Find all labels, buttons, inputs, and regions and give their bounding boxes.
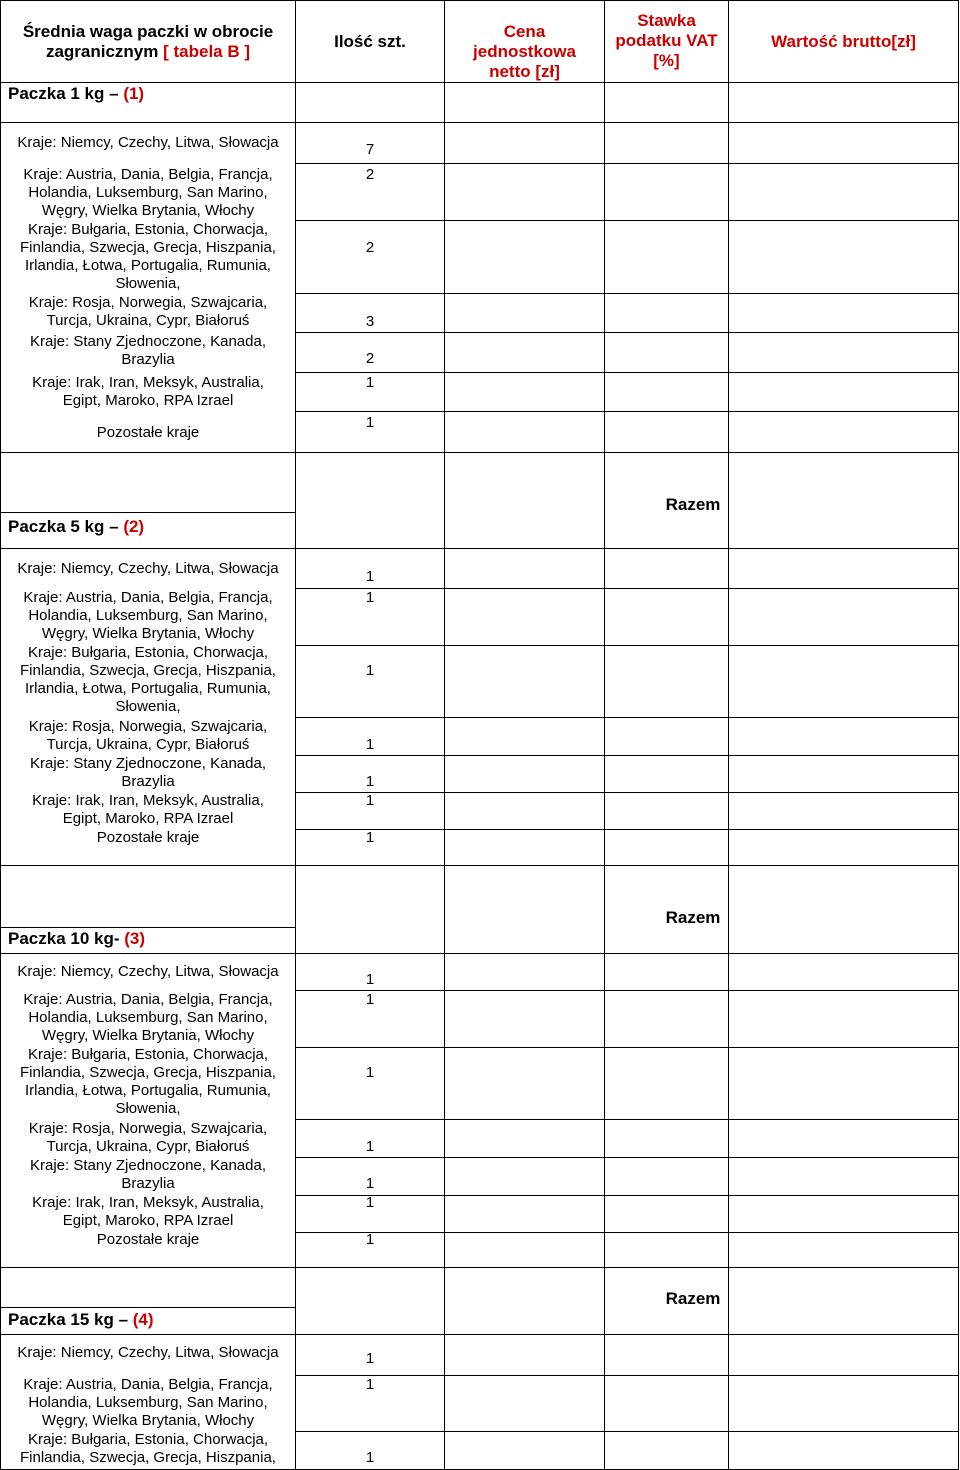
label-line: Kraje: Irak, Iran, Meksyk, Australia, <box>32 1194 264 1211</box>
label-line: Węgry, Wielka Brytania, Włochy <box>41 625 255 642</box>
label-line: Kraje: Stany Zjednoczone, Kanada, <box>30 333 266 350</box>
header-text-line <box>2 42 294 62</box>
label-line: Kraje: Rosja, Norwegia, Szwajcaria, <box>28 718 268 735</box>
country-group-label: Kraje: Niemcy, Czechy, Litwa, Słowacja <box>17 134 279 151</box>
section-title-text: Paczka 1 kg – <box>8 84 119 103</box>
grid-hline <box>295 1232 959 1233</box>
label-line: Węgry, Wielka Brytania, Włochy <box>41 202 255 219</box>
quantity-cell: 1 <box>365 971 375 988</box>
section-title <box>8 1310 154 1330</box>
country-group-label <box>4 1431 292 1467</box>
grid-hline <box>295 588 959 589</box>
section-title <box>8 84 144 104</box>
label-line: Irlandia, Łotwa, Portugalia, Rumunia, <box>25 1082 271 1099</box>
header-col-vat-rate <box>605 11 728 71</box>
grid-hline <box>295 372 959 373</box>
label-line: Finlandia, Szwecja, Grecja, Hiszpania, <box>20 1449 276 1466</box>
label-line: Turcja, Ukraina, Cypr, Białoruś <box>46 1138 250 1155</box>
grid-hline <box>295 411 959 412</box>
quantity-cell: 2 <box>365 239 375 256</box>
section-tag: (3) <box>124 929 146 948</box>
header-text: netto [zł] <box>489 62 560 81</box>
label-line: Kraje: Austria, Dania, Belgia, Francja, <box>23 589 273 606</box>
label-line: Holandia, Luksemburg, San Marino, <box>28 1394 268 1411</box>
quantity-cell: 1 <box>365 1449 375 1466</box>
country-group-label: Pozostałe kraje <box>96 829 200 846</box>
header-text: jednostkowa <box>473 42 576 61</box>
header-text: Cena <box>503 22 546 41</box>
grid-hline <box>0 953 959 954</box>
label-line: Węgry, Wielka Brytania, Włochy <box>41 1412 255 1429</box>
label-line: Słowenia, <box>115 698 181 715</box>
section-title-text: Paczka 10 kg- <box>8 929 120 948</box>
label-line: Kraje: Bułgaria, Estonia, Chorwacja, <box>27 644 269 661</box>
country-group-label: Pozostałe kraje <box>96 424 200 441</box>
quantity-cell: 7 <box>365 141 375 158</box>
label-line: Słowenia, <box>115 275 181 292</box>
label-line: Kraje: Rosja, Norwegia, Szwajcaria, <box>28 1120 268 1137</box>
label-line: Egipt, Maroko, RPA Izrael <box>62 1212 234 1229</box>
header-text: [%] <box>653 51 680 70</box>
quantity-cell: 1 <box>365 568 375 585</box>
grid-hline <box>295 220 959 221</box>
country-group-label <box>4 1046 292 1118</box>
country-group-label <box>4 1194 292 1230</box>
country-group-label <box>4 294 292 330</box>
quantity-cell: 1 <box>365 589 375 606</box>
grid-hline <box>295 645 959 646</box>
header-col-weight <box>2 22 294 62</box>
section-title <box>8 517 144 537</box>
grid-hline <box>0 122 959 123</box>
grid-hline <box>295 717 959 718</box>
grid-hline <box>295 990 959 991</box>
grid-hline <box>295 1119 959 1120</box>
quantity-cell: 3 <box>365 313 375 330</box>
section-tag: (2) <box>123 517 145 536</box>
label-line: Holandia, Luksemburg, San Marino, <box>28 607 268 624</box>
label-line: Brazylia <box>121 773 175 790</box>
grid-hline <box>295 1431 959 1432</box>
country-group-label: Kraje: Niemcy, Czechy, Litwa, Słowacja <box>17 1344 279 1361</box>
country-group-label <box>4 166 292 220</box>
label-line: Holandia, Luksemburg, San Marino, <box>28 184 268 201</box>
country-group-label <box>4 792 292 828</box>
quantity-cell: 2 <box>365 166 375 183</box>
country-group-label: Kraje: Niemcy, Czechy, Litwa, Słowacja <box>17 963 279 980</box>
quantity-cell: 1 <box>365 374 375 391</box>
quantity-cell: 1 <box>365 792 375 809</box>
label-line: Finlandia, Szwecja, Grecja, Hiszpania, <box>20 662 276 679</box>
grid-hline <box>0 1334 959 1335</box>
label-line: Holandia, Luksemburg, San Marino, <box>28 1009 268 1026</box>
grid-hline <box>295 829 959 830</box>
country-group-label <box>4 991 292 1045</box>
section-title-text: Paczka 15 kg – <box>8 1310 129 1329</box>
label-line: Kraje: Bułgaria, Estonia, Chorwacja, <box>27 1046 269 1063</box>
country-group-label <box>4 333 292 369</box>
label-line: Finlandia, Szwecja, Grecja, Hiszpania, <box>20 1064 276 1081</box>
label-line: Kraje: Irak, Iran, Meksyk, Australia, <box>32 792 264 809</box>
grid-hline <box>0 927 296 928</box>
country-group-label: Kraje: Niemcy, Czechy, Litwa, Słowacja <box>17 560 279 577</box>
label-line: Kraje: Austria, Dania, Belgia, Francja, <box>23 166 273 183</box>
grid-hline <box>0 82 296 83</box>
label-line: Kraje: Stany Zjednoczone, Kanada, <box>30 1157 266 1174</box>
label-line: Kraje: Bułgaria, Estonia, Chorwacja, <box>27 221 269 238</box>
country-group-label <box>4 755 292 791</box>
sum-label: Razem <box>665 495 721 514</box>
quantity-cell: 1 <box>365 1350 375 1367</box>
section-title-text: Paczka 5 kg – <box>8 517 119 536</box>
header-text: podatku VAT <box>615 31 718 50</box>
grid-hline <box>295 293 959 294</box>
quantity-cell: 1 <box>365 1064 375 1081</box>
country-group-label <box>4 221 292 293</box>
label-line: Kraje: Irak, Iran, Meksyk, Australia, <box>32 374 264 391</box>
country-group-label <box>4 1120 292 1156</box>
grid-hline <box>0 512 296 513</box>
header-text: zagranicznym <box>45 42 159 61</box>
quantity-cell: 1 <box>365 829 375 846</box>
quantity-cell: 1 <box>365 736 375 753</box>
grid-hline <box>295 332 959 333</box>
header-col-unit-price <box>445 22 604 82</box>
header-text: Średnia waga paczki w obrocie <box>22 22 274 41</box>
quantity-cell: 1 <box>365 1138 375 1155</box>
grid-hline <box>0 548 959 549</box>
quantity-cell: 1 <box>365 1175 375 1192</box>
label-line: Słowenia, <box>115 1100 181 1117</box>
country-group-label <box>4 644 292 716</box>
quantity-cell: 1 <box>365 991 375 1008</box>
grid-hline <box>295 755 959 756</box>
label-line: Brazylia <box>121 1175 175 1192</box>
quantity-cell: 1 <box>365 662 375 679</box>
label-line: Egipt, Maroko, RPA Izrael <box>62 810 234 827</box>
quantity-cell: 1 <box>365 1231 375 1248</box>
header-col-gross-value: Wartość brutto[zł] <box>771 32 916 51</box>
label-line: Turcja, Ukraina, Cypr, Białoruś <box>46 736 250 753</box>
label-line: Finlandia, Szwecja, Grecja, Hiszpania, <box>20 239 276 256</box>
header-text: Stawka <box>637 11 696 30</box>
quantity-cell: 1 <box>365 414 375 431</box>
grid-hline <box>295 792 959 793</box>
grid-vline <box>0 0 1 1470</box>
label-line: Irlandia, Łotwa, Portugalia, Rumunia, <box>25 257 271 274</box>
quantity-cell: 1 <box>365 1194 375 1211</box>
header-col-quantity: Ilość szt. <box>334 32 406 51</box>
section-title <box>8 929 145 949</box>
grid-hline <box>295 163 959 164</box>
grid-hline <box>0 1307 296 1308</box>
label-line: Kraje: Austria, Dania, Belgia, Francja, <box>23 1376 273 1393</box>
grid-hline <box>0 452 959 453</box>
grid-hline <box>295 1157 959 1158</box>
sum-label: Razem <box>665 908 721 927</box>
country-group-label <box>4 1157 292 1193</box>
label-line: Irlandia, Łotwa, Portugalia, Rumunia, <box>25 680 271 697</box>
section-tag: (4) <box>132 1310 154 1329</box>
sum-label: Razem <box>665 1289 721 1308</box>
label-line: Brazylia <box>121 351 175 368</box>
country-group-label <box>4 718 292 754</box>
country-group-label <box>4 1376 292 1430</box>
section-tag: (1) <box>123 84 145 103</box>
label-line: Egipt, Maroko, RPA Izrael <box>62 392 234 409</box>
label-line: Turcja, Ukraina, Cypr, Białoruś <box>46 312 250 329</box>
grid-hline <box>0 0 959 1</box>
label-line: Węgry, Wielka Brytania, Włochy <box>41 1027 255 1044</box>
grid-hline <box>295 82 959 83</box>
grid-hline <box>295 1047 959 1048</box>
label-line: Kraje: Austria, Dania, Belgia, Francja, <box>23 991 273 1008</box>
grid-hline <box>0 865 959 866</box>
quantity-cell: 2 <box>365 350 375 367</box>
country-group-label <box>4 589 292 643</box>
country-group-label: Pozostałe kraje <box>96 1231 200 1248</box>
quantity-cell: 1 <box>365 773 375 790</box>
grid-hline <box>295 1375 959 1376</box>
country-group-label <box>4 374 292 410</box>
label-line: Kraje: Stany Zjednoczone, Kanada, <box>30 755 266 772</box>
label-line: Kraje: Rosja, Norwegia, Szwajcaria, <box>28 294 268 311</box>
quantity-cell: 1 <box>365 1376 375 1393</box>
header-table-ref: [ tabela B ] <box>163 42 251 61</box>
grid-hline <box>0 1267 959 1268</box>
label-line: Kraje: Bułgaria, Estonia, Chorwacja, <box>27 1431 269 1448</box>
grid-hline <box>295 1195 959 1196</box>
